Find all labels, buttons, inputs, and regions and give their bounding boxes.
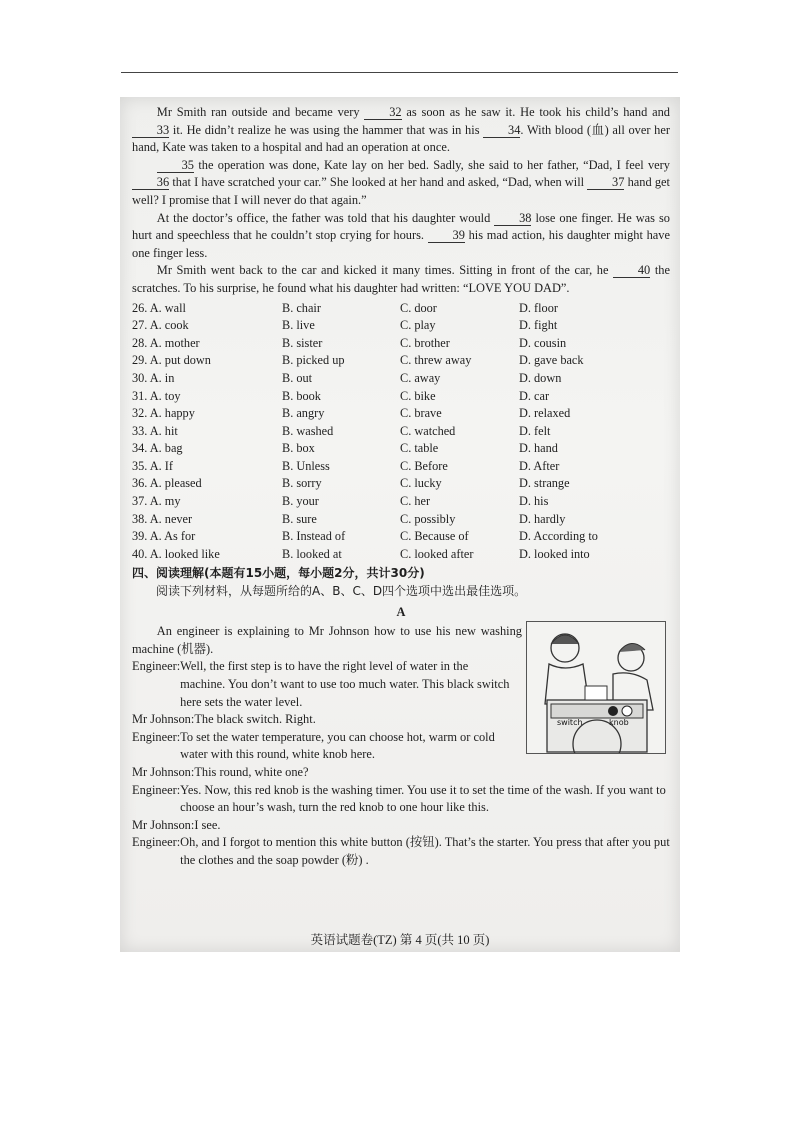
dialogue-line — [132, 834, 670, 869]
question-row — [132, 511, 670, 529]
option-n: 34. A. bag — [132, 441, 183, 456]
option-n: 27. A. cook — [132, 318, 189, 333]
utterance: Well, the first step is to have the right level of water in the machine. You don’t want to use too much water. This black switch here sets the water level. — [180, 659, 510, 709]
question-row — [132, 317, 670, 335]
reading-intro: An engineer is explaining to Mr Johnson how to use his new washing machine (机器). — [132, 624, 522, 656]
option-d: D. strange — [519, 476, 570, 491]
text: Mr Smith went back to the car and kicked it many times. Sitting in front of the car, he — [156, 263, 609, 278]
utterance: The black switch. Right. — [194, 712, 316, 727]
option-n: 33. A. hit — [132, 423, 178, 438]
speaker: Engineer: — [132, 782, 181, 797]
dialogue-line — [132, 764, 670, 782]
option-c: C. possibly — [400, 511, 456, 526]
option-n: 37. A. my — [132, 494, 181, 509]
option-c: C. lucky — [400, 476, 442, 491]
option-d: D. relaxed — [519, 406, 571, 421]
passage-paragraph-3 — [132, 210, 670, 263]
text: that I have scratched your car.” She looked at her hand and asked, “Dad, when will — [172, 175, 585, 190]
text: . With blood (血) all over her hand, Kate was taken to a hospital and had an operation at once. — [132, 122, 670, 155]
option-c: C. away — [400, 370, 441, 385]
option-n: 29. A. put down — [132, 353, 211, 368]
question-row — [132, 388, 670, 406]
blank-37: 37 — [587, 176, 624, 190]
text: Mr Smith ran outside and became very — [156, 105, 360, 119]
option-n: 36. A. pleased — [132, 476, 202, 491]
option-c: C. brother — [400, 335, 450, 350]
utterance: I see. — [194, 817, 221, 832]
option-n: 35. A. If — [132, 458, 173, 473]
option-n: 32. A. happy — [132, 406, 195, 421]
reading-passage — [132, 623, 670, 869]
knob-label: knob — [609, 718, 629, 728]
option-d: D. cousin — [519, 335, 567, 350]
question-row — [132, 493, 670, 511]
option-b: B. Unless — [282, 458, 330, 473]
option-b: B. washed — [282, 423, 334, 438]
question-row — [132, 475, 670, 493]
passage-paragraph-4 — [132, 262, 670, 297]
option-n: 30. A. in — [132, 370, 175, 385]
section-heading: 四、阅读理解(本题有15小题，每小题2分，共计30分) — [132, 566, 425, 581]
text: the operation was done, Kate lay on her bed. Sadly, she said to her father, “Dad, I feel very — [198, 157, 670, 172]
option-b: B. box — [282, 441, 315, 456]
option-b: B. sorry — [282, 476, 322, 491]
utterance: This round, white one? — [194, 764, 309, 779]
option-b: B. looked at — [282, 546, 342, 561]
passage-paragraph-1 — [132, 104, 670, 157]
text: his mad action, his daughter might have one finger less. — [132, 228, 670, 260]
utterance: Yes. Now, this red knob is the washing timer. You use it to set the time of the wash. If you want to choose an hour’s wash, turn the red knob to one hour like this. — [180, 782, 666, 815]
section-instruction: 阅读下列材料，从每题所给的A、B、C、D四个选项中选出最佳选项。 — [156, 584, 527, 599]
question-row — [132, 405, 670, 423]
switch-label: switch — [557, 718, 583, 728]
text: hand get well? I promise that I will never do that again.” — [132, 175, 670, 207]
speaker: Engineer: — [132, 729, 181, 744]
option-b: B. book — [282, 388, 321, 403]
question-row — [132, 546, 670, 564]
option-d: D. felt — [519, 423, 551, 438]
option-c: C. bike — [400, 388, 436, 403]
text: the scratches. To his surprise, he found what his daughter had written: “LOVE YOU DAD”. — [132, 263, 670, 295]
option-c: C. Because of — [400, 529, 469, 544]
blank-36: 36 — [132, 176, 169, 190]
option-b: B. angry — [282, 406, 325, 421]
option-d: D. down — [519, 370, 562, 385]
option-c: C. Before — [400, 458, 448, 473]
option-c: C. play — [400, 318, 436, 333]
question-row — [132, 528, 670, 546]
option-d: D. According to — [519, 529, 598, 544]
options-table — [132, 300, 670, 564]
blank-34: 34 — [483, 124, 520, 138]
option-c: C. looked after — [400, 546, 474, 561]
option-c: C. watched — [400, 423, 456, 438]
washing-machine-illustration — [526, 621, 666, 754]
question-row — [132, 352, 670, 370]
option-d: D. After — [519, 458, 560, 473]
option-d: D. looked into — [519, 546, 590, 561]
speaker: Engineer: — [132, 659, 181, 674]
speaker: Engineer: — [132, 835, 181, 850]
text: it. He didn’t realize he was using the hammer that was in his — [172, 122, 480, 137]
option-b: B. live — [282, 318, 315, 333]
blank-38: 38 — [494, 212, 531, 226]
option-d: D. gave back — [519, 353, 584, 368]
text: At the doctor’s office, the father was told that his daughter would — [156, 210, 491, 225]
dialogue-line — [132, 782, 670, 817]
option-n: 28. A. mother — [132, 335, 200, 350]
option-b: B. out — [282, 370, 313, 385]
dialogue-line — [132, 817, 670, 835]
speaker: Mr Johnson: — [132, 712, 195, 727]
option-n: 26. A. wall — [132, 300, 186, 315]
blank-39: 39 — [428, 229, 465, 243]
option-n: 40. A. looked like — [132, 546, 220, 561]
blank-32: 32 — [364, 106, 401, 120]
blank-40: 40 — [613, 264, 650, 278]
option-b: B. sister — [282, 335, 323, 350]
question-row — [132, 300, 670, 318]
option-d: D. hand — [519, 441, 558, 456]
speaker: Mr Johnson: — [132, 817, 195, 832]
text: lose one finger. He was so hurt and speechless that he couldn’t stop crying for hours. — [132, 210, 670, 243]
option-d: D. car — [519, 388, 550, 403]
option-d: D. fight — [519, 318, 558, 333]
question-row — [132, 370, 670, 388]
option-b: B. picked up — [282, 353, 345, 368]
passage-label: A — [396, 604, 406, 619]
option-b: B. your — [282, 494, 319, 509]
option-d: D. hardly — [519, 511, 566, 526]
option-b: B. sure — [282, 511, 317, 526]
option-c: C. her — [400, 494, 431, 509]
blank-35: 35 — [157, 159, 194, 173]
option-n: 31. A. toy — [132, 388, 181, 403]
option-n: 39. A. As for — [132, 529, 196, 544]
option-c: C. table — [400, 441, 439, 456]
blank-33: 33 — [132, 124, 169, 138]
header-rule — [121, 72, 678, 73]
speaker: Mr Johnson: — [132, 764, 195, 779]
question-row — [132, 423, 670, 441]
passage-paragraph-2 — [132, 157, 670, 210]
option-b: B. Instead of — [282, 529, 346, 544]
text: as soon as he saw it. He took his child’s hand and — [406, 105, 670, 119]
option-c: C. door — [400, 300, 437, 315]
page-footer: 英语试题卷(TZ) 第 4 页(共 10 页) — [310, 933, 490, 947]
exam-content — [132, 104, 670, 870]
option-c: C. threw away — [400, 353, 472, 368]
utterance: Oh, and I forgot to mention this white button (按钮). That’s the starter. You press that after you put the clothes and the soap powder (粉) . — [180, 835, 670, 867]
option-n: 38. A. never — [132, 511, 193, 526]
utterance: To set the water temperature, you can choose hot, warm or cold water with this round, white knob here. — [180, 729, 495, 762]
option-d: D. his — [519, 494, 549, 509]
option-c: C. brave — [400, 406, 442, 421]
option-b: B. chair — [282, 300, 321, 315]
question-row — [132, 458, 670, 476]
option-d: D. floor — [519, 300, 558, 315]
question-row — [132, 440, 670, 458]
question-row — [132, 335, 670, 353]
